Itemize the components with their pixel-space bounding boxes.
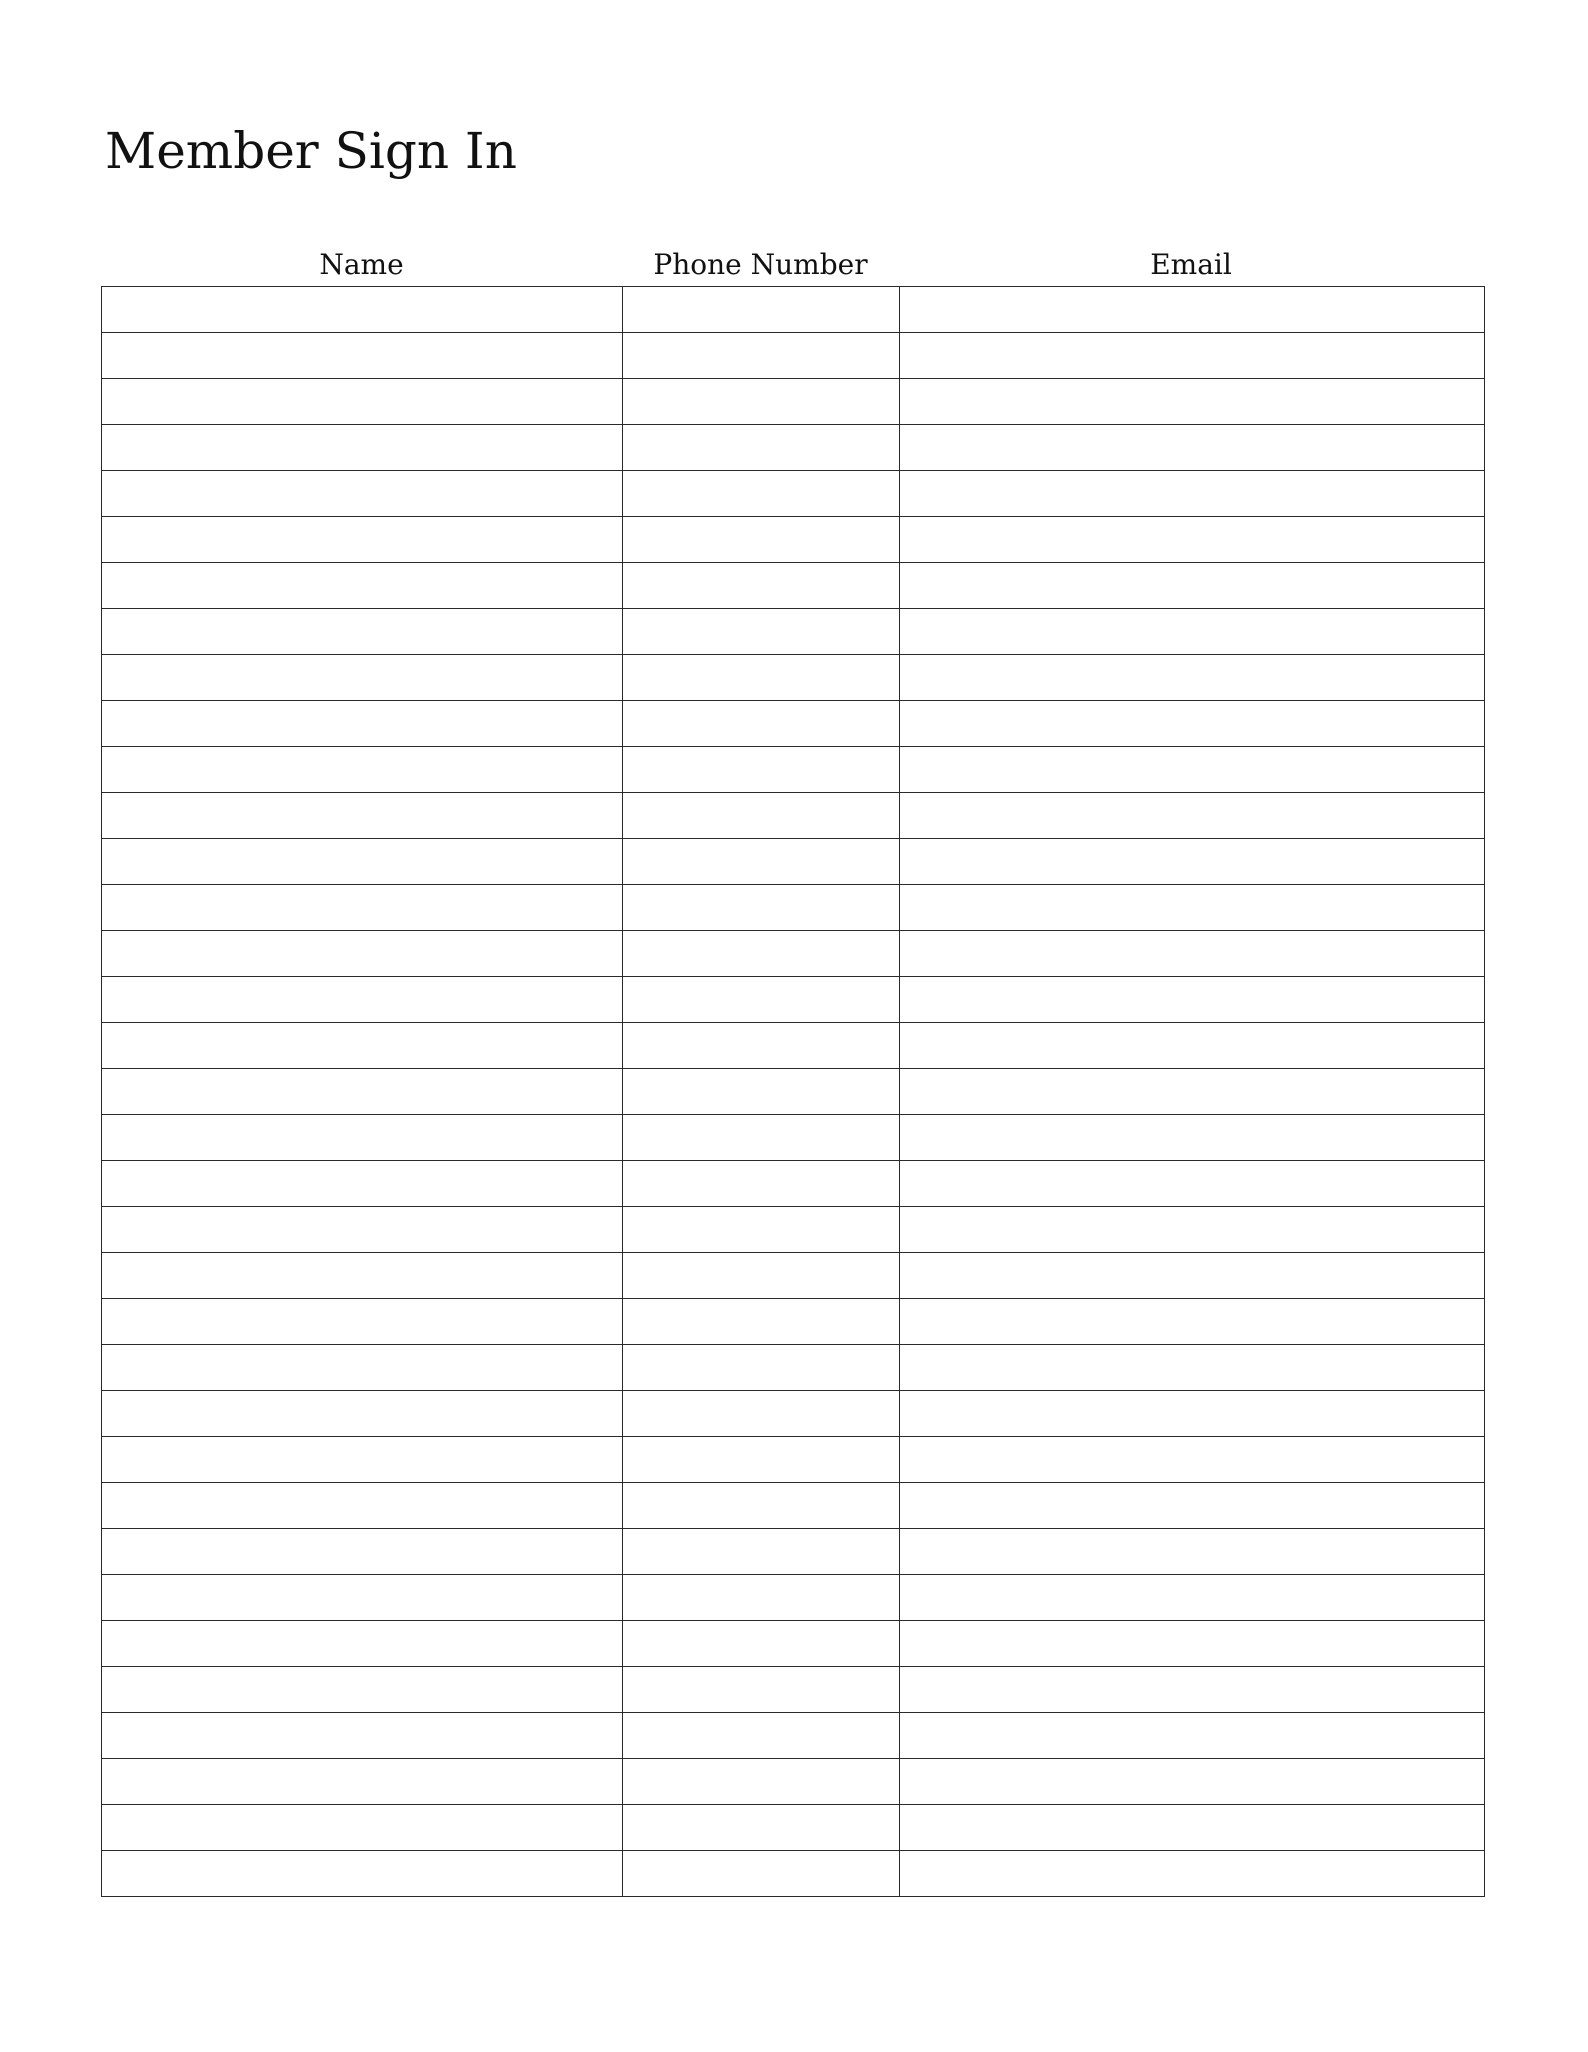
- phone-number-cell[interactable]: [623, 379, 900, 425]
- phone-number-cell[interactable]: [623, 471, 900, 517]
- phone-number-cell[interactable]: [623, 1805, 900, 1851]
- name-cell[interactable]: [102, 931, 623, 977]
- email-cell[interactable]: [900, 885, 1485, 931]
- table-row: [102, 977, 1485, 1023]
- email-cell[interactable]: [900, 1253, 1485, 1299]
- table-row: [102, 379, 1485, 425]
- name-cell[interactable]: [102, 563, 623, 609]
- column-header-name: Name: [319, 248, 404, 281]
- name-cell[interactable]: [102, 517, 623, 563]
- phone-number-cell[interactable]: [623, 701, 900, 747]
- email-cell[interactable]: [900, 1023, 1485, 1069]
- phone-number-cell[interactable]: [623, 839, 900, 885]
- name-cell[interactable]: [102, 287, 623, 333]
- email-cell[interactable]: [900, 1207, 1485, 1253]
- name-cell[interactable]: [102, 333, 623, 379]
- table-row: [102, 1483, 1485, 1529]
- name-cell[interactable]: [102, 1851, 623, 1897]
- table-row: [102, 333, 1485, 379]
- phone-number-cell[interactable]: [623, 425, 900, 471]
- phone-number-cell[interactable]: [623, 1713, 900, 1759]
- table-row: [102, 1299, 1485, 1345]
- email-cell[interactable]: [900, 333, 1485, 379]
- name-cell[interactable]: [102, 1805, 623, 1851]
- name-cell[interactable]: [102, 1575, 623, 1621]
- name-cell[interactable]: [102, 1391, 623, 1437]
- phone-number-cell[interactable]: [623, 287, 900, 333]
- phone-number-cell[interactable]: [623, 1345, 900, 1391]
- name-cell[interactable]: [102, 471, 623, 517]
- email-cell[interactable]: [900, 471, 1485, 517]
- table-row: [102, 1529, 1485, 1575]
- email-cell[interactable]: [900, 1069, 1485, 1115]
- table-row: [102, 931, 1485, 977]
- email-cell[interactable]: [900, 1391, 1485, 1437]
- table-row: [102, 1805, 1485, 1851]
- table-row: [102, 793, 1485, 839]
- phone-number-cell[interactable]: [623, 1575, 900, 1621]
- name-cell[interactable]: [102, 655, 623, 701]
- name-cell[interactable]: [102, 839, 623, 885]
- phone-number-cell[interactable]: [623, 1023, 900, 1069]
- phone-number-cell[interactable]: [623, 333, 900, 379]
- table-row: [102, 1069, 1485, 1115]
- email-cell[interactable]: [900, 425, 1485, 471]
- phone-number-cell[interactable]: [623, 1529, 900, 1575]
- table-row: [102, 1253, 1485, 1299]
- phone-number-cell[interactable]: [623, 1115, 900, 1161]
- name-cell[interactable]: [102, 793, 623, 839]
- table-row: [102, 655, 1485, 701]
- email-cell[interactable]: [900, 287, 1485, 333]
- table-row: [102, 1345, 1485, 1391]
- table-row: [102, 1115, 1485, 1161]
- phone-number-cell[interactable]: [623, 1483, 900, 1529]
- table-row: [102, 563, 1485, 609]
- phone-number-cell[interactable]: [623, 1069, 900, 1115]
- name-cell[interactable]: [102, 609, 623, 655]
- table-row: [102, 1851, 1485, 1897]
- phone-number-cell[interactable]: [623, 655, 900, 701]
- phone-number-cell[interactable]: [623, 563, 900, 609]
- name-cell[interactable]: [102, 885, 623, 931]
- table-row: [102, 701, 1485, 747]
- table-row: [102, 1023, 1485, 1069]
- name-cell[interactable]: [102, 1529, 623, 1575]
- table-row: [102, 1621, 1485, 1667]
- phone-number-cell[interactable]: [623, 793, 900, 839]
- phone-number-cell[interactable]: [623, 1437, 900, 1483]
- email-cell[interactable]: [900, 1299, 1485, 1345]
- table-row: [102, 1759, 1485, 1805]
- table-row: [102, 747, 1485, 793]
- table-row: [102, 517, 1485, 563]
- email-cell[interactable]: [900, 609, 1485, 655]
- email-cell[interactable]: [900, 1161, 1485, 1207]
- table-row: [102, 1667, 1485, 1713]
- name-cell[interactable]: [102, 1345, 623, 1391]
- name-cell[interactable]: [102, 1437, 623, 1483]
- table-row: [102, 1575, 1485, 1621]
- name-cell[interactable]: [102, 1253, 623, 1299]
- email-cell[interactable]: [900, 563, 1485, 609]
- name-cell[interactable]: [102, 1069, 623, 1115]
- table-row: [102, 885, 1485, 931]
- table-row: [102, 471, 1485, 517]
- email-cell[interactable]: [900, 931, 1485, 977]
- email-cell[interactable]: [900, 747, 1485, 793]
- phone-number-cell[interactable]: [623, 1161, 900, 1207]
- phone-number-cell[interactable]: [623, 931, 900, 977]
- name-cell[interactable]: [102, 1161, 623, 1207]
- sign-in-table: [101, 286, 1485, 1897]
- name-cell[interactable]: [102, 1115, 623, 1161]
- name-cell[interactable]: [102, 379, 623, 425]
- email-cell[interactable]: [900, 655, 1485, 701]
- email-cell[interactable]: [900, 977, 1485, 1023]
- email-cell[interactable]: [900, 1529, 1485, 1575]
- name-cell[interactable]: [102, 1207, 623, 1253]
- name-cell[interactable]: [102, 977, 623, 1023]
- table-row: [102, 1391, 1485, 1437]
- name-cell[interactable]: [102, 425, 623, 471]
- phone-number-cell[interactable]: [623, 1391, 900, 1437]
- phone-number-cell[interactable]: [623, 609, 900, 655]
- email-cell[interactable]: [900, 1575, 1485, 1621]
- name-cell[interactable]: [102, 1483, 623, 1529]
- email-cell[interactable]: [900, 1621, 1485, 1667]
- phone-number-cell[interactable]: [623, 1299, 900, 1345]
- email-cell[interactable]: [900, 1437, 1485, 1483]
- email-cell[interactable]: [900, 839, 1485, 885]
- email-cell[interactable]: [900, 1713, 1485, 1759]
- name-cell[interactable]: [102, 701, 623, 747]
- table-row: [102, 287, 1485, 333]
- email-cell[interactable]: [900, 1667, 1485, 1713]
- phone-number-cell[interactable]: [623, 1253, 900, 1299]
- page-title: Member Sign In: [105, 122, 517, 180]
- table-row: [102, 1207, 1485, 1253]
- email-cell[interactable]: [900, 793, 1485, 839]
- name-cell[interactable]: [102, 1759, 623, 1805]
- email-cell[interactable]: [900, 1851, 1485, 1897]
- phone-number-cell[interactable]: [623, 1759, 900, 1805]
- name-cell[interactable]: [102, 1713, 623, 1759]
- table-row: [102, 1713, 1485, 1759]
- phone-number-cell[interactable]: [623, 1667, 900, 1713]
- phone-number-cell[interactable]: [623, 885, 900, 931]
- name-cell[interactable]: [102, 1621, 623, 1667]
- sign-in-table-body: [102, 287, 1485, 1897]
- name-cell[interactable]: [102, 747, 623, 793]
- table-row: [102, 1161, 1485, 1207]
- email-cell[interactable]: [900, 379, 1485, 425]
- email-cell[interactable]: [900, 1805, 1485, 1851]
- column-header-email: Email: [1150, 248, 1232, 281]
- email-cell[interactable]: [900, 1759, 1485, 1805]
- phone-number-cell[interactable]: [623, 1621, 900, 1667]
- phone-number-cell[interactable]: [623, 1207, 900, 1253]
- name-cell[interactable]: [102, 1023, 623, 1069]
- table-row: [102, 839, 1485, 885]
- email-cell[interactable]: [900, 701, 1485, 747]
- phone-number-cell[interactable]: [623, 1851, 900, 1897]
- email-cell[interactable]: [900, 1345, 1485, 1391]
- email-cell[interactable]: [900, 1115, 1485, 1161]
- table-row: [102, 1437, 1485, 1483]
- phone-number-cell[interactable]: [623, 517, 900, 563]
- name-cell[interactable]: [102, 1667, 623, 1713]
- table-header: [101, 246, 1483, 284]
- column-header-phone-number: Phone Number: [653, 248, 868, 281]
- table-row: [102, 609, 1485, 655]
- email-cell[interactable]: [900, 1483, 1485, 1529]
- email-cell[interactable]: [900, 517, 1485, 563]
- phone-number-cell[interactable]: [623, 747, 900, 793]
- name-cell[interactable]: [102, 1299, 623, 1345]
- table-row: [102, 425, 1485, 471]
- phone-number-cell[interactable]: [623, 977, 900, 1023]
